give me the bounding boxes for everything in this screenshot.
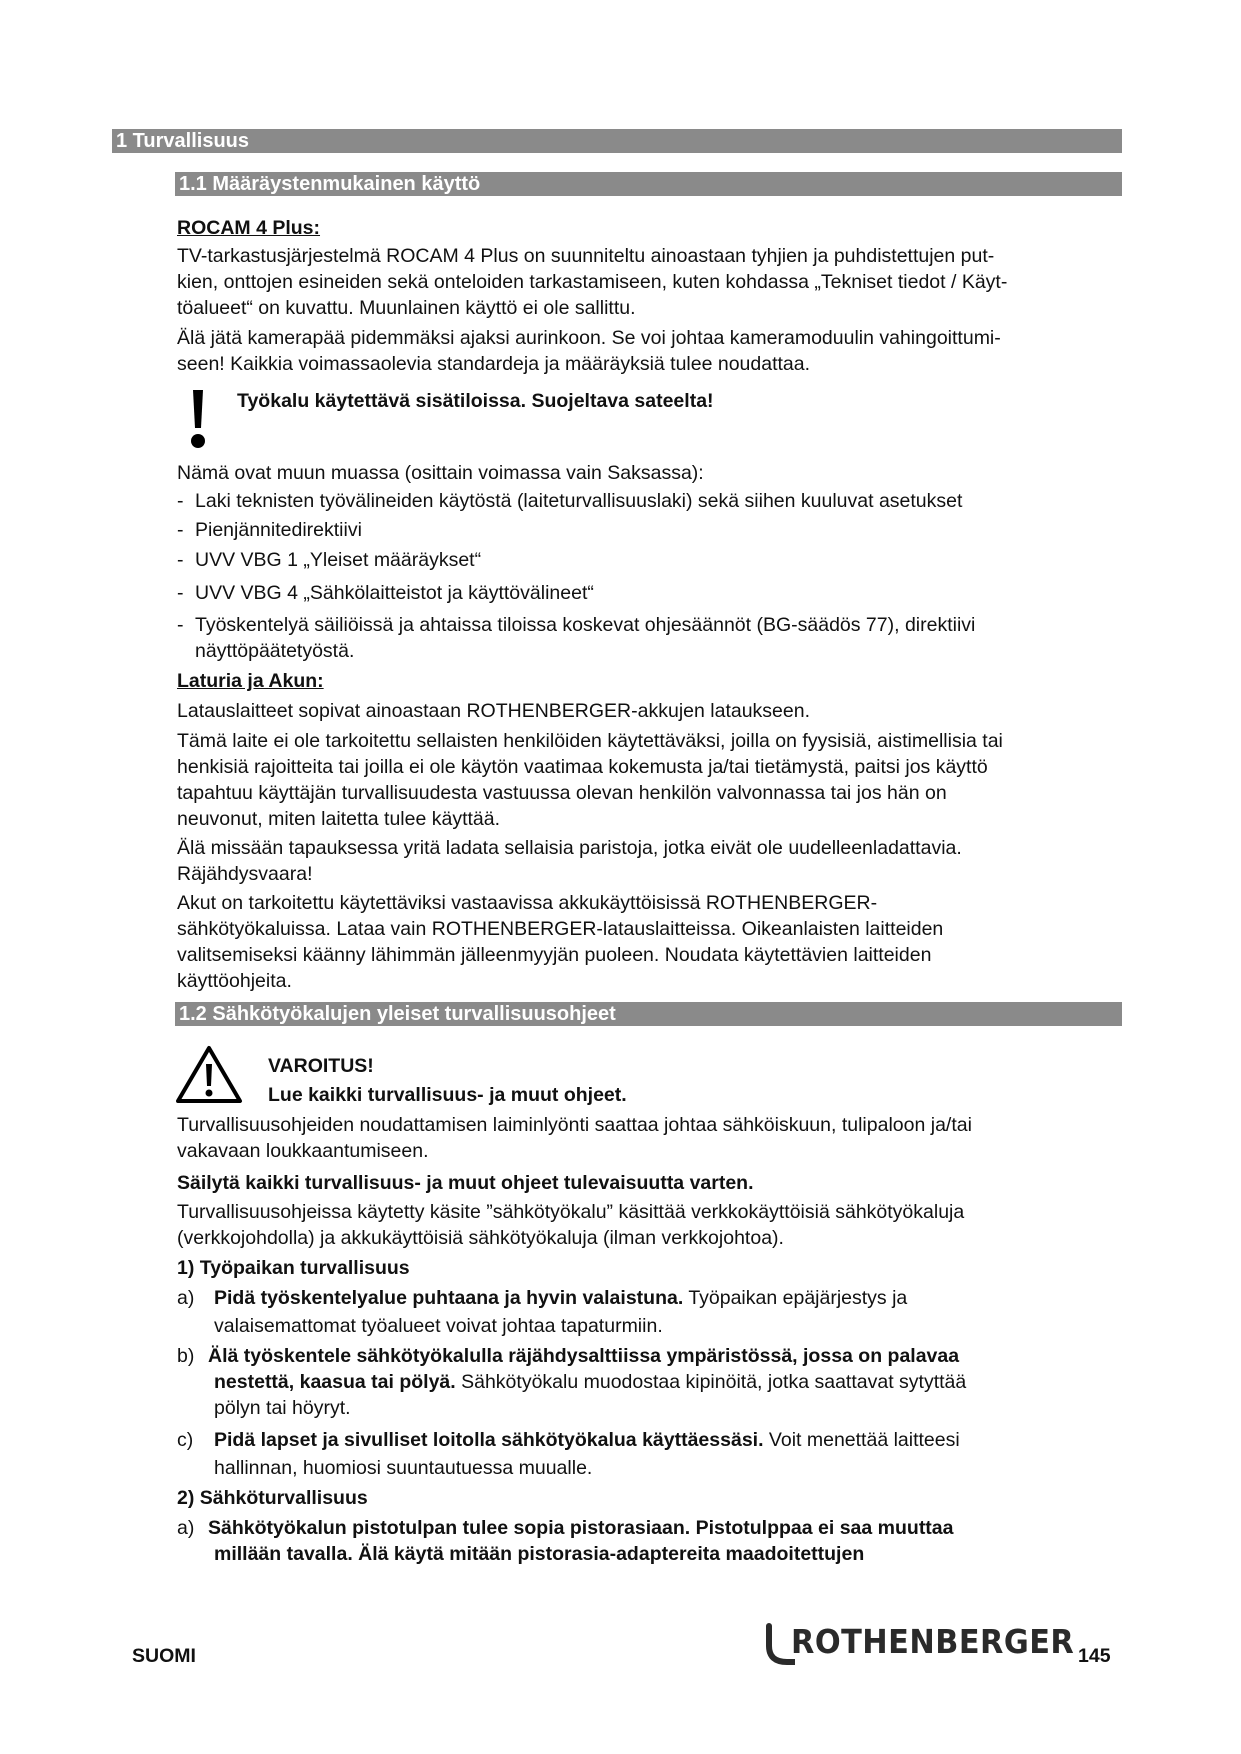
list-bullet: - xyxy=(177,549,184,571)
regulations-intro: Nämä ovat muun muassa (osittain voimassa vain Saksassa): xyxy=(177,462,704,484)
workplace-item-b-cont: nestettä, kaasua tai pölyä. Sähkötyökalu muodostaa kipinöitä, jotka saattavat sytyttää xyxy=(214,1371,967,1393)
list-item: Pienjännitedirektiivi xyxy=(195,519,362,541)
electrical-item-a: Sähkötyökalun pistotulpan tulee sopia pistorasiaan. Pistotulppaa ei saa muuttaa xyxy=(208,1517,954,1539)
section-1-1-heading: 1.1 Määräystenmukainen käyttö xyxy=(175,172,1122,196)
rocam-paragraph-2: Älä jätä kamerapää pidemmäksi ajaksi aurinkoon. Se voi johtaa kameramoduulin vahingoittumi- seen! Kaikkia voimassaolevia standardeja ja määräyksiä tulee noudattaa. xyxy=(177,327,1001,375)
workplace-item-b-cont: pölyn tai höyryt. xyxy=(214,1397,351,1419)
charger-paragraph-4: Akut on tarkoitettu käytettäviksi vastaavissa akkukäyttöisissä ROTHENBERGER- sähkötyökaluissa. Lataa vain ROTHENBERGER-latauslaitteissa. Oikeanlaisten laitteiden valitsemiseksi käänny lähimmän jälleenmyyjän puoleen. Noudata käytettävien laitteiden käyttöohjeita. xyxy=(177,892,944,992)
footer-language: SUOMI xyxy=(132,1645,196,1667)
list-item-continuation: näyttöpäätetyöstä. xyxy=(195,640,355,662)
rocam-heading: ROCAM 4 Plus: xyxy=(177,217,321,239)
list-item: Laki teknisten työvälineiden käytöstä (laiteturvallisuuslaki) sekä siihen kuuluvat asetukset xyxy=(195,490,963,512)
warning-title: VAROITUS! xyxy=(268,1055,374,1077)
list-bullet: - xyxy=(177,490,184,512)
list-item: Työskentelyä säiliöissä ja ahtaissa tiloissa koskevat ohjesäännöt (BG-säädös 77), direktiivi xyxy=(195,614,976,636)
warning-paragraph-2: Turvallisuusohjeissa käytetty käsite ”sähkötyökalu” käsittää verkkokäyttöisiä sähkötyökaluja (verkkojohdolla) ja akkukäyttöisiä sähkötyökaluja (ilman verkkojohtoa). xyxy=(177,1201,965,1249)
warning-triangle-icon xyxy=(175,1044,243,1104)
workplace-item-a: Pidä työskentelyalue puhtaana ja hyvin valaistuna. Työpaikan epäjärjestys ja xyxy=(214,1287,908,1309)
keep-instructions: Säilytä kaikki turvallisuus- ja muut ohjeet tulevaisuutta varten. xyxy=(177,1172,754,1194)
list-bullet: - xyxy=(177,614,184,636)
list-item: UVV VBG 1 „Yleiset määräykset“ xyxy=(195,549,482,571)
electrical-item-a-cont: millään tavalla. Älä käytä mitään pistorasia-adaptereita maadoitettujen xyxy=(214,1543,865,1565)
workplace-item-a-cont: valaisemattomat työalueet voivat johtaa tapaturmiin. xyxy=(214,1315,663,1337)
workplace-item-c-cont: hallinnan, huomiosi suuntautuessa muualle. xyxy=(214,1457,593,1479)
list-bullet: - xyxy=(177,582,184,604)
workplace-safety-heading: 1) Työpaikan turvallisuus xyxy=(177,1257,410,1279)
charger-paragraph-3: Älä missään tapauksessa yritä ladata sellaisia paristoja, jotka eivät ole uudelleenladattavia. Räjähdysvaara! xyxy=(177,837,962,885)
item-label: a) xyxy=(177,1287,195,1309)
item-label: b) xyxy=(177,1345,195,1367)
exclamation-icon xyxy=(190,388,206,450)
item-label: c) xyxy=(177,1429,194,1451)
list-item: UVV VBG 4 „Sähkölaitteistot ja käyttövälineet“ xyxy=(195,582,594,604)
indoor-use-notice: Työkalu käytettävä sisätiloissa. Suojeltava sateelta! xyxy=(237,390,714,412)
workplace-item-c: Pidä lapset ja sivulliset loitolla sähkötyökalua käyttäessäsi. Voit menettää laitteesi xyxy=(214,1429,960,1451)
section-1-2-heading: 1.2 Sähkötyökalujen yleiset turvallisuusohjeet xyxy=(175,1002,1122,1026)
charger-paragraph-2: Tämä laite ei ole tarkoitettu sellaisten henkilöiden käytettäväksi, joilla on fyysisiä, aistimellisia tai henkisiä rajoitteita tai joilla ei ole käytön vaatimaa kokemusta ja/tai tietämystä, paitsi jos käyttö tapahtuu käyttäjän turvallisuudesta vastuussa olevan henkilön valvonnassa tai jos hän on neuvonut, miten laitetta tulee käyttää. xyxy=(177,730,1003,830)
list-bullet: - xyxy=(177,519,184,541)
section-1-heading: 1 Turvallisuus xyxy=(112,129,1122,153)
rocam-paragraph-1: TV-tarkastusjärjestelmä ROCAM 4 Plus on suunniteltu ainoastaan tyhjien ja puhdistettujen put- kien, onttojen esineiden sekä onteloiden tarkastamiseen, kuten kohdassa „Tekniset tiedot / Käyt- töalueet“ on kuvattu. Muunlainen käyttö ei ole sallittu. xyxy=(177,245,1008,319)
charger-paragraph-1: Latauslaitteet sopivat ainoastaan ROTHENBERGER-akkujen lataukseen. xyxy=(177,700,810,722)
electrical-safety-heading: 2) Sähköturvallisuus xyxy=(177,1487,368,1509)
warning-subtitle: Lue kaikki turvallisuus- ja muut ohjeet. xyxy=(268,1084,627,1106)
page-number: 145 xyxy=(1078,1645,1111,1667)
warning-paragraph-1: Turvallisuusohjeiden noudattamisen laiminlyönti saattaa johtaa sähköiskuun, tulipaloon ja/tai vakavaan loukkaantumiseen. xyxy=(177,1114,972,1162)
item-label: a) xyxy=(177,1517,195,1539)
workplace-item-b: Älä työskentele sähkötyökalulla räjähdysalttiissa ympäristössä, jossa on palavaa xyxy=(208,1345,960,1367)
charger-heading: Laturia ja Akun: xyxy=(177,670,324,692)
